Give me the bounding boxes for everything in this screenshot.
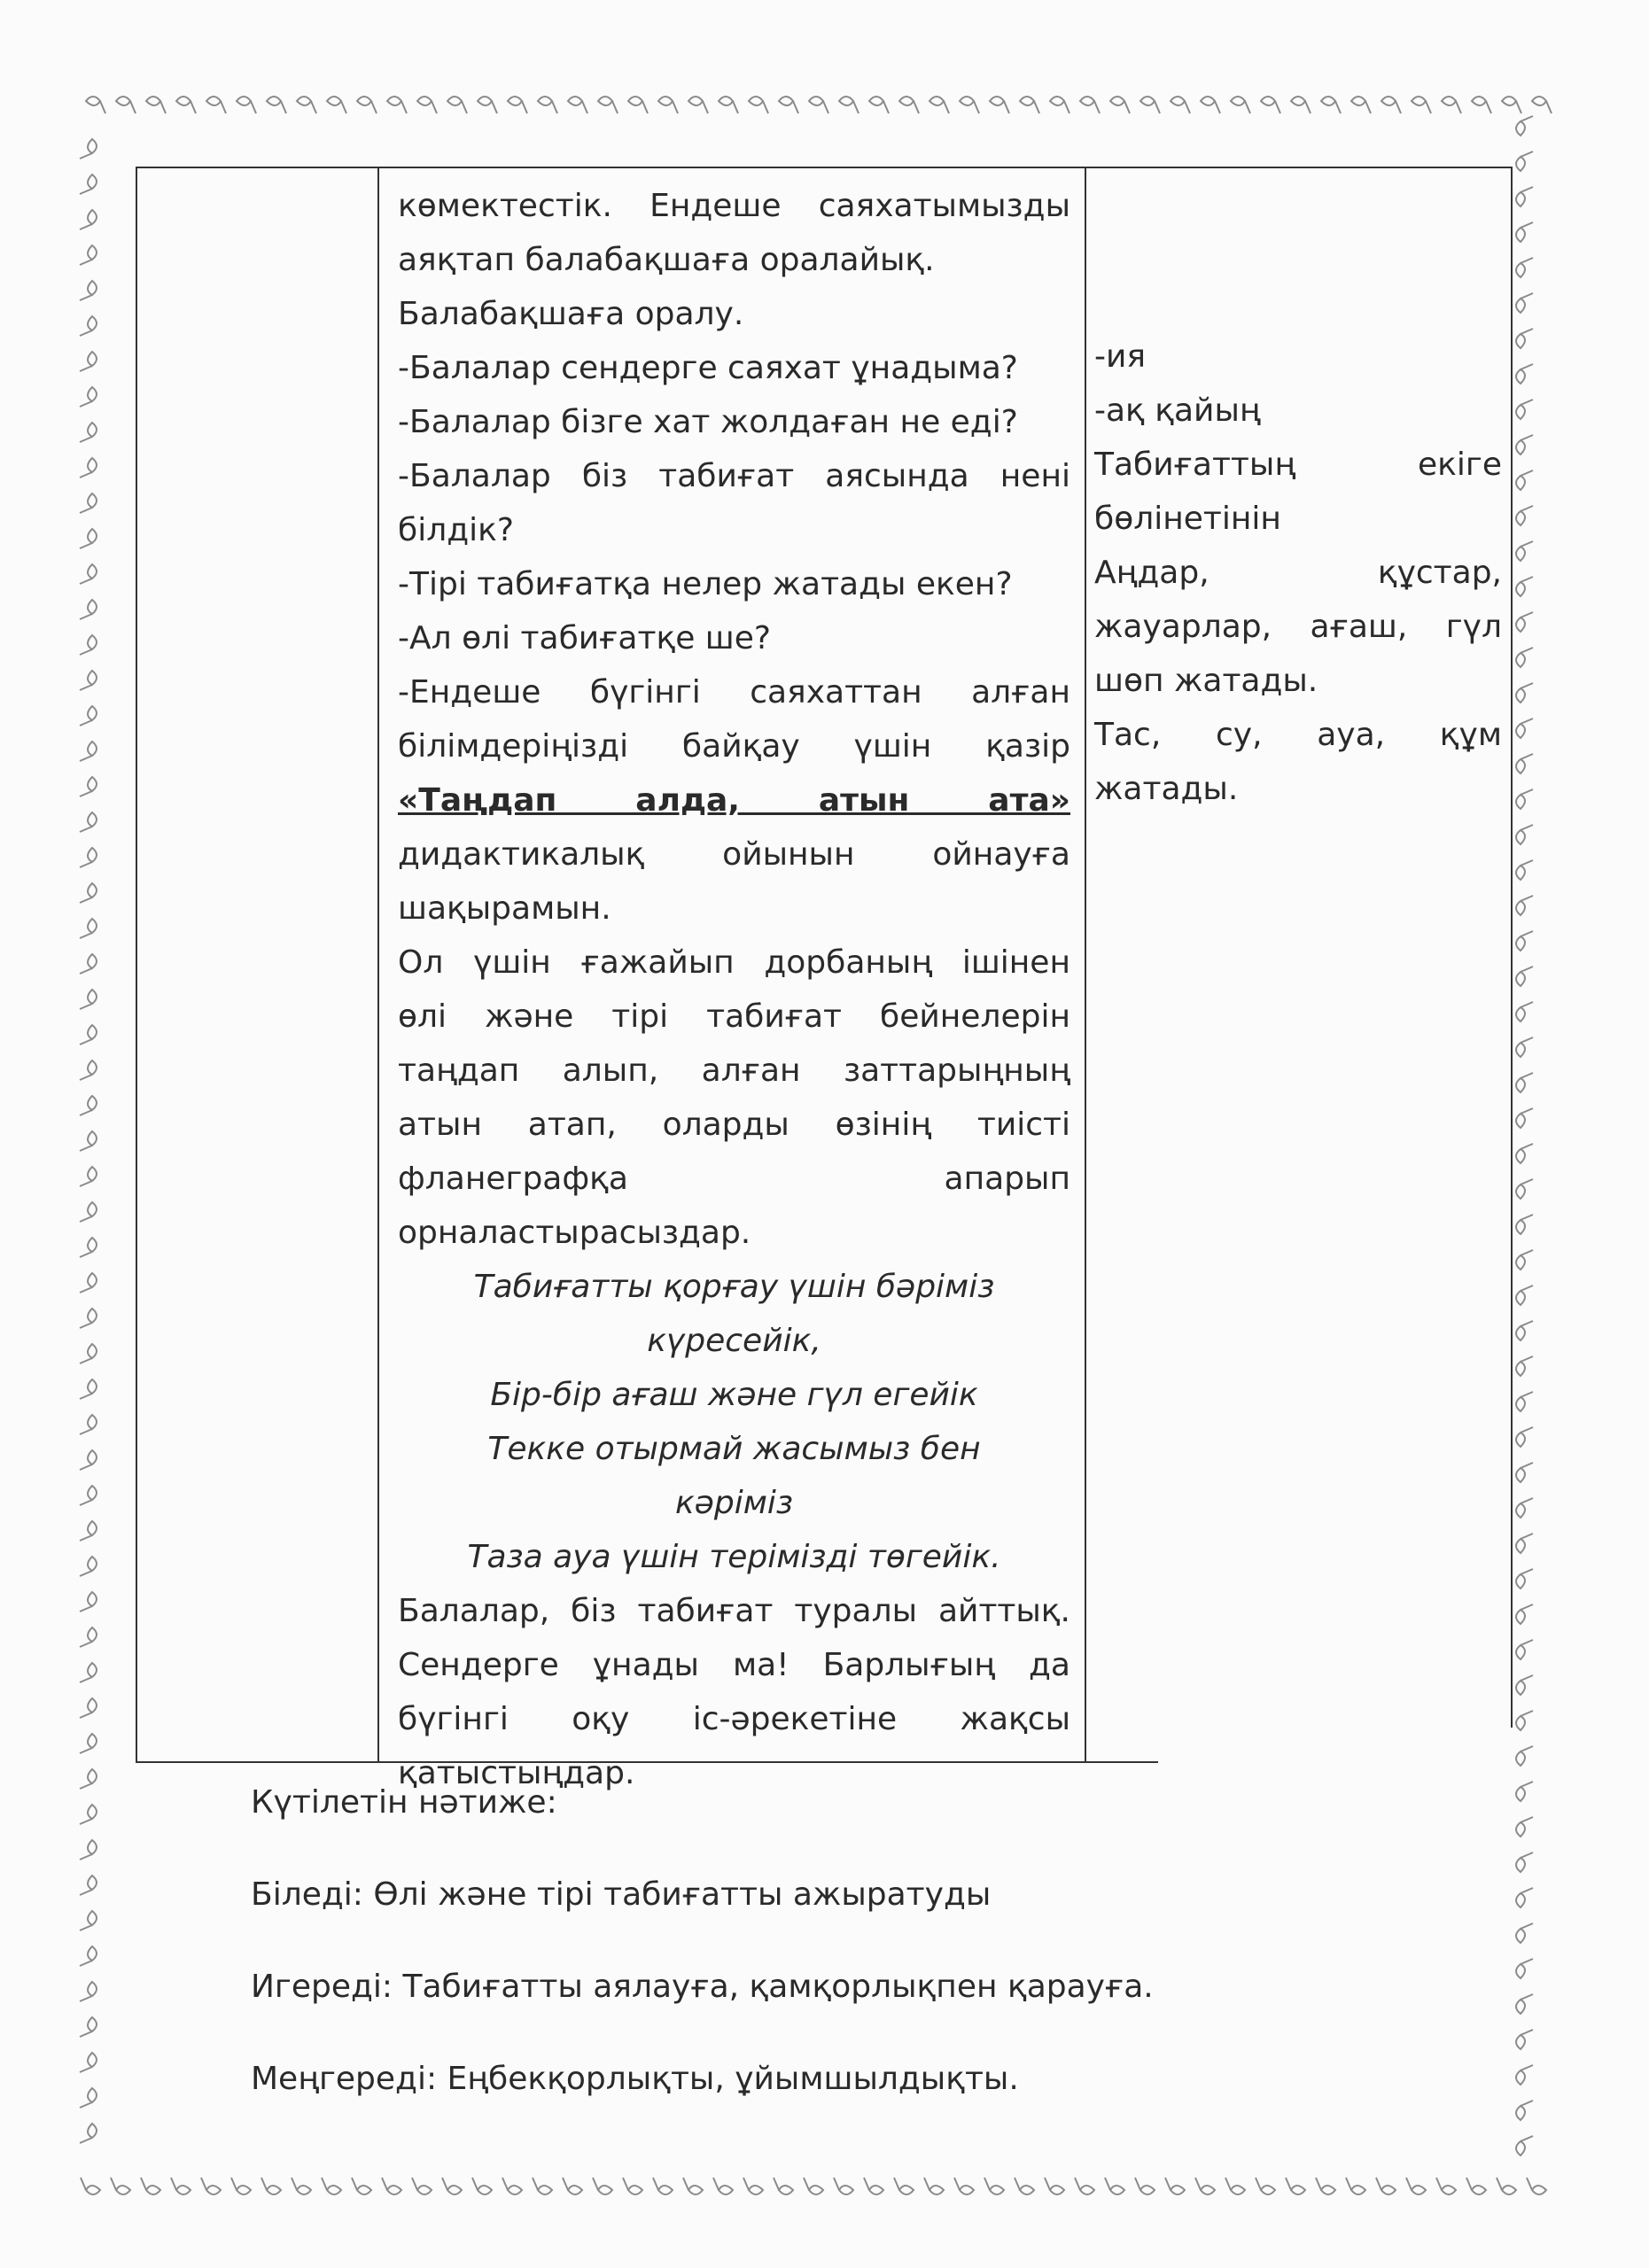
leaf-ornament <box>80 742 97 761</box>
teacher-activity-column <box>385 167 1079 1800</box>
leaf-ornament <box>80 1238 97 1257</box>
leaf-ornament <box>658 97 678 113</box>
leaf-ornament <box>231 2178 251 2194</box>
leaf-ornament <box>653 2178 673 2194</box>
leaf-ornament <box>80 1167 97 1186</box>
leaf-ornament <box>779 97 798 113</box>
left-ornament-border <box>71 133 106 2171</box>
leaf-ornament <box>1516 1711 1533 1730</box>
leaf-ornament <box>1080 97 1100 113</box>
leaf-ornament <box>80 352 97 371</box>
leaf-ornament <box>1516 541 1533 561</box>
leaf-ornament <box>80 671 97 690</box>
leaf-ornament <box>267 97 286 113</box>
leaf-ornament <box>171 2178 191 2194</box>
leaf-ornament <box>80 493 97 513</box>
leaf-ornament <box>1516 1604 1533 1624</box>
leaf-ornament <box>713 2178 733 2194</box>
child-answer-line: Тас, су, ауа, құм <box>1094 717 1502 753</box>
leaf-ornament <box>960 97 979 113</box>
leaf-ornament <box>749 97 768 113</box>
leaf-ornament <box>1516 1037 1533 1057</box>
leaf-ornament <box>80 1769 97 1789</box>
leaf-ornament <box>954 2178 974 2194</box>
leaf-ornament <box>327 97 346 113</box>
leaf-ornament <box>1472 97 1491 113</box>
teacher-text-line: -Балалар сендерге саяхат ұнадыма? <box>398 350 1018 386</box>
leaf-ornament <box>1516 1888 1533 1907</box>
leaf-ornament <box>292 2178 311 2194</box>
leaf-ornament <box>1261 97 1280 113</box>
leaf-ornament <box>1516 1427 1533 1447</box>
child-answer-line: жатады. <box>1094 771 1239 807</box>
teacher-text-line: атын атап, оларды өзінің тиісті <box>398 1107 1070 1143</box>
leaf-ornament <box>80 1840 97 1860</box>
leaf-ornament <box>834 2178 853 2194</box>
leaf-ornament <box>297 97 316 113</box>
child-answer-line: -ия <box>1094 338 1147 375</box>
leaf-ornament <box>80 1415 97 1434</box>
teacher-text-line: шақырамын. <box>398 890 611 927</box>
leaf-ornament <box>1291 97 1311 113</box>
leaf-ornament <box>80 600 97 619</box>
leaf-ornament <box>387 97 407 113</box>
leaf-ornament <box>1516 116 1533 136</box>
leaf-ornament <box>1516 1569 1533 1588</box>
teacher-text-line: орналастырасыздар. <box>398 1215 751 1251</box>
top-ornament-border <box>80 87 1568 122</box>
leaf-ornament <box>1135 2178 1155 2194</box>
leaf-ornament <box>1316 2178 1335 2194</box>
leaf-ornament <box>719 97 738 113</box>
leaf-ornament <box>1351 97 1371 113</box>
teacher-text-line: «Таңдап алда, атын ата» <box>398 782 1070 819</box>
leaf-ornament <box>1516 1285 1533 1305</box>
leaf-ornament <box>899 97 919 113</box>
leaf-ornament <box>1516 1392 1533 1411</box>
leaf-ornament <box>869 97 889 113</box>
teacher-text-line: Ол үшін ғажайып дорбаның ішінен <box>398 944 1070 981</box>
leaf-ornament <box>412 2178 432 2194</box>
child-answer-line: Табиғаттың екіге <box>1094 447 1502 483</box>
leaf-ornament <box>508 97 527 113</box>
teacher-text-line: -Тірі табиғатқа нелер жатады екен? <box>398 566 1013 602</box>
teacher-text-line: көмектестік. Ендеше саяхатымызды <box>398 188 1070 224</box>
leaf-ornament <box>1376 2178 1396 2194</box>
leaf-ornament <box>1231 97 1250 113</box>
leaf-ornament <box>688 97 708 113</box>
leaf-ornament <box>80 529 97 548</box>
leaf-ornament <box>894 2178 914 2194</box>
teacher-text-line: Балалар, біз табиғат туралы айттық. <box>398 1593 1070 1629</box>
leaf-ornament <box>864 2178 883 2194</box>
leaf-ornament <box>176 97 196 113</box>
leaf-ornament <box>1321 97 1341 113</box>
leaf-ornament <box>1497 2178 1516 2194</box>
leaf-ornament <box>1516 1073 1533 1092</box>
leaf-ornament <box>598 97 618 113</box>
leaf-ornament <box>1015 2178 1034 2194</box>
teacher-text-line: фланеграфқа апарып <box>398 1161 1070 1197</box>
leaf-ornament <box>1516 1002 1533 1021</box>
teacher-text-line: Табиғатты қорғау үшін бәріміз <box>473 1269 995 1305</box>
leaf-ornament <box>1516 364 1533 384</box>
leaf-ornament <box>80 245 97 265</box>
teacher-text-line: -Ендеше бүгінгі саяхаттан алған <box>398 674 1070 711</box>
bottom-ornament-border <box>80 2169 1568 2204</box>
leaf-ornament <box>80 812 97 832</box>
leaf-ornament <box>146 97 166 113</box>
leaf-ornament <box>1516 187 1533 206</box>
leaf-ornament <box>1165 2178 1185 2194</box>
leaf-ornament <box>1225 2178 1245 2194</box>
leaf-ornament <box>1516 1463 1533 1482</box>
leaf-ornament <box>80 2053 97 2072</box>
leaf-ornament <box>80 1663 97 1682</box>
leaf-ornament <box>1516 435 1533 454</box>
children-activity-column <box>1094 330 1502 816</box>
leaf-ornament <box>1050 97 1070 113</box>
leaf-ornament <box>1527 2178 1546 2194</box>
leaf-ornament <box>1171 97 1190 113</box>
leaf-ornament <box>1442 97 1461 113</box>
leaf-ornament <box>809 97 828 113</box>
leaf-ornament <box>1412 97 1431 113</box>
leaf-ornament <box>1110 97 1130 113</box>
leaf-ornament <box>1516 1817 1533 1837</box>
leaf-ornament <box>1406 2178 1426 2194</box>
leaf-ornament <box>1105 2178 1124 2194</box>
leaf-ornament <box>80 1486 97 1505</box>
leaf-ornament <box>1502 97 1521 113</box>
leaf-ornament <box>80 1450 97 1470</box>
leaf-ornament <box>80 1344 97 1363</box>
leaf-ornament <box>80 1911 97 1930</box>
leaf-ornament <box>478 97 497 113</box>
leaf-ornament <box>924 2178 944 2194</box>
leaf-ornament <box>80 423 97 442</box>
leaf-ornament <box>80 1131 97 1151</box>
leaf-ornament <box>80 139 97 159</box>
leaf-ornament <box>382 2178 401 2194</box>
leaf-ornament <box>1516 2030 1533 2049</box>
leaf-ornament <box>683 2178 703 2194</box>
leaf-ornament <box>80 706 97 726</box>
leaf-ornament <box>1516 789 1533 809</box>
leaf-ornament <box>80 635 97 655</box>
leaf-ornament <box>80 1946 97 1966</box>
leaf-ornament <box>141 2178 160 2194</box>
leaf-ornament <box>1516 1321 1533 1340</box>
leaf-ornament <box>80 1982 97 2001</box>
leaf-ornament <box>80 919 97 938</box>
leaf-ornament <box>1516 825 1533 844</box>
leaf-ornament <box>1516 258 1533 277</box>
leaf-ornament <box>1201 97 1220 113</box>
leaf-ornament <box>80 1273 97 1293</box>
table-col-divider-1 <box>377 167 379 1763</box>
leaf-ornament <box>1346 2178 1365 2194</box>
leaf-ornament <box>237 97 256 113</box>
leaf-ornament <box>80 1627 97 1647</box>
leaf-ornament <box>1516 2101 1533 2120</box>
leaf-ornament <box>357 97 377 113</box>
teacher-text-line: Бір-бір ағаш және гүл егейік <box>490 1377 978 1413</box>
leaf-ornament <box>563 2178 582 2194</box>
leaf-ornament <box>1516 1356 1533 1376</box>
leaf-ornament <box>1516 612 1533 632</box>
leaf-ornament <box>839 97 859 113</box>
leaf-ornament <box>261 2178 281 2194</box>
child-answer-line: шөп жатады. <box>1094 663 1318 699</box>
leaf-ornament <box>80 1202 97 1222</box>
leaf-ornament <box>1516 1179 1533 1199</box>
leaf-ornament <box>206 97 226 113</box>
leaf-ornament <box>417 97 437 113</box>
leaf-ornament <box>80 1025 97 1045</box>
leaf-ornament <box>1516 896 1533 915</box>
child-answer-line: -ақ қайың <box>1094 392 1261 429</box>
leaf-ornament <box>1516 1250 1533 1270</box>
leaf-ornament <box>1516 860 1533 880</box>
leaf-ornament <box>80 848 97 867</box>
table-left-border <box>136 167 137 1763</box>
leaf-ornament <box>80 2124 97 2143</box>
leaf-ornament <box>1020 97 1039 113</box>
child-answer-line: Аңдар, құстар, <box>1094 555 1502 591</box>
leaf-ornament <box>533 2178 552 2194</box>
leaf-ornament <box>990 97 1009 113</box>
leaf-ornament <box>1516 293 1533 313</box>
leaf-ornament <box>80 1096 97 1115</box>
teacher-text-line: -Балалар біз табиғат аясында нені <box>398 458 1070 494</box>
leaf-ornament <box>447 97 467 113</box>
leaf-ornament <box>80 990 97 1009</box>
leaf-ornament <box>1516 222 1533 242</box>
leaf-ornament <box>1516 754 1533 773</box>
leaf-ornament <box>1516 470 1533 490</box>
leaf-ornament <box>1381 97 1401 113</box>
leaf-ornament <box>1516 967 1533 986</box>
leaf-ornament <box>81 2178 100 2194</box>
leaf-ornament <box>1256 2178 1275 2194</box>
leaf-ornament <box>623 2178 642 2194</box>
child-answer-line: бөлінетінін <box>1094 501 1281 537</box>
leaf-ornament <box>1516 2136 1533 2155</box>
teacher-text-line: Таза ауа үшін терімізді төгейік. <box>467 1539 1001 1575</box>
leaf-ornament <box>1516 648 1533 667</box>
teacher-text-line: Балабақшаға оралу. <box>398 296 744 332</box>
leaf-ornament <box>80 1557 97 1576</box>
leaf-ornament <box>80 564 97 584</box>
teacher-text-line: кәріміз <box>674 1485 794 1521</box>
leaf-ornament <box>201 2178 221 2194</box>
leaf-ornament <box>1516 1675 1533 1695</box>
leaf-ornament <box>80 210 97 229</box>
leaf-ornament <box>1516 1852 1533 1872</box>
leaf-ornament <box>1516 151 1533 171</box>
leaf-ornament <box>1516 1534 1533 1553</box>
teacher-text-line: бүгінгі оқу іс-әрекетіне жақсы <box>398 1701 1070 1737</box>
leaf-ornament <box>1516 1994 1533 2014</box>
leaf-ornament <box>352 2178 371 2194</box>
leaf-ornament <box>80 1698 97 1718</box>
leaf-ornament <box>1075 2178 1094 2194</box>
leaf-ornament <box>1516 1746 1533 1766</box>
teacher-text-line: аяқтап балабақшаға оралайық. <box>398 242 935 278</box>
leaf-ornament <box>1286 2178 1305 2194</box>
leaf-ornament <box>984 2178 1004 2194</box>
leaf-ornament <box>80 777 97 796</box>
outcome-skills: Меңгереді: Еңбекқорлықты, ұйымшылдықты. <box>251 2061 1019 2097</box>
table-col-divider-2 <box>1085 167 1086 1763</box>
leaf-ornament <box>80 281 97 300</box>
teacher-text-line: -Ал өлі табиғатқе ше? <box>398 620 771 656</box>
leaf-ornament <box>80 2088 97 2108</box>
teacher-text-line: Сендерге ұнады ма! Барлығың да <box>398 1647 1070 1683</box>
leaf-ornament <box>80 1592 97 1612</box>
table-right-border <box>1511 167 1513 1728</box>
teacher-text-line: өлі және тірі табиғат бейнелерін <box>398 998 1070 1035</box>
leaf-ornament <box>86 97 105 113</box>
leaf-ornament <box>930 97 949 113</box>
leaf-ornament <box>80 1876 97 1895</box>
child-answer-line: жауарлар, ағаш, гүл <box>1094 609 1502 645</box>
teacher-text-line: -Балалар бізге хат жолдаған не еді? <box>398 404 1018 440</box>
leaf-ornament <box>80 458 97 478</box>
leaf-ornament <box>1516 577 1533 596</box>
leaf-ornament <box>1516 1144 1533 1163</box>
leaf-ornament <box>80 1309 97 1328</box>
leaf-ornament <box>1516 1108 1533 1128</box>
leaf-ornament <box>80 2017 97 2037</box>
leaf-ornament <box>1532 97 1552 113</box>
leaf-ornament <box>116 97 136 113</box>
leaf-ornament <box>1516 1640 1533 1659</box>
expected-outcome <box>251 1781 1314 2149</box>
leaf-ornament <box>774 2178 793 2194</box>
leaf-ornament <box>1516 683 1533 703</box>
leaf-ornament <box>502 2178 522 2194</box>
leaf-ornament <box>1516 931 1533 951</box>
outcome-masters: Игереді: Табиғатты аялауға, қамқорлықпен қарауға. <box>251 1969 1154 2005</box>
leaf-ornament <box>743 2178 763 2194</box>
leaf-ornament <box>538 97 557 113</box>
leaf-ornament <box>1195 2178 1215 2194</box>
teacher-text-line: Текке отырмай жасымыз бен <box>487 1431 981 1467</box>
leaf-ornament <box>1516 506 1533 525</box>
teacher-text-line: білдік? <box>398 512 514 548</box>
teacher-text-line: қатыстыңдар. <box>398 1755 635 1791</box>
lesson-table <box>136 167 1513 1791</box>
leaf-ornament <box>80 1521 97 1541</box>
leaf-ornament <box>804 2178 823 2194</box>
leaf-ornament <box>80 954 97 974</box>
leaf-ornament <box>1466 2178 1486 2194</box>
leaf-ornament <box>1516 1498 1533 1518</box>
leaf-ornament <box>1516 1215 1533 1234</box>
leaf-ornament <box>322 2178 341 2194</box>
leaf-ornament <box>80 175 97 194</box>
leaf-ornament <box>593 2178 612 2194</box>
leaf-ornament <box>80 1379 97 1399</box>
teacher-text-line: дидактикалық ойынын ойнауға <box>398 836 1070 873</box>
teacher-text-line: таңдап алып, алған заттарыңның <box>398 1052 1070 1089</box>
leaf-ornament <box>1045 2178 1064 2194</box>
leaf-ornament <box>80 1805 97 1824</box>
leaf-ornament <box>80 883 97 903</box>
outcome-heading: Күтілетін нәтиже: <box>251 1784 557 1821</box>
leaf-ornament <box>628 97 648 113</box>
leaf-ornament <box>1516 400 1533 419</box>
leaf-ornament <box>80 1734 97 1753</box>
leaf-ornament <box>80 387 97 407</box>
leaf-ornament <box>1516 718 1533 738</box>
leaf-ornament <box>1516 329 1533 348</box>
leaf-ornament <box>80 1060 97 1080</box>
leaf-ornament <box>1140 97 1160 113</box>
teacher-text-line: білімдеріңізді байқау үшін қазір <box>398 728 1070 765</box>
leaf-ornament <box>1516 1959 1533 1978</box>
teacher-text-line: күресейік, <box>647 1323 821 1359</box>
leaf-ornament <box>111 2178 130 2194</box>
leaf-ornament <box>1516 1923 1533 1943</box>
leaf-ornament <box>442 2178 462 2194</box>
leaf-ornament <box>80 316 97 336</box>
leaf-ornament <box>472 2178 492 2194</box>
outcome-knows: Біледі: Өлі және тірі табиғатты ажыратуды <box>251 1876 992 1913</box>
leaf-ornament <box>1516 1782 1533 1801</box>
leaf-ornament <box>568 97 587 113</box>
leaf-ornament <box>1436 2178 1456 2194</box>
leaf-ornament <box>1516 2065 1533 2085</box>
